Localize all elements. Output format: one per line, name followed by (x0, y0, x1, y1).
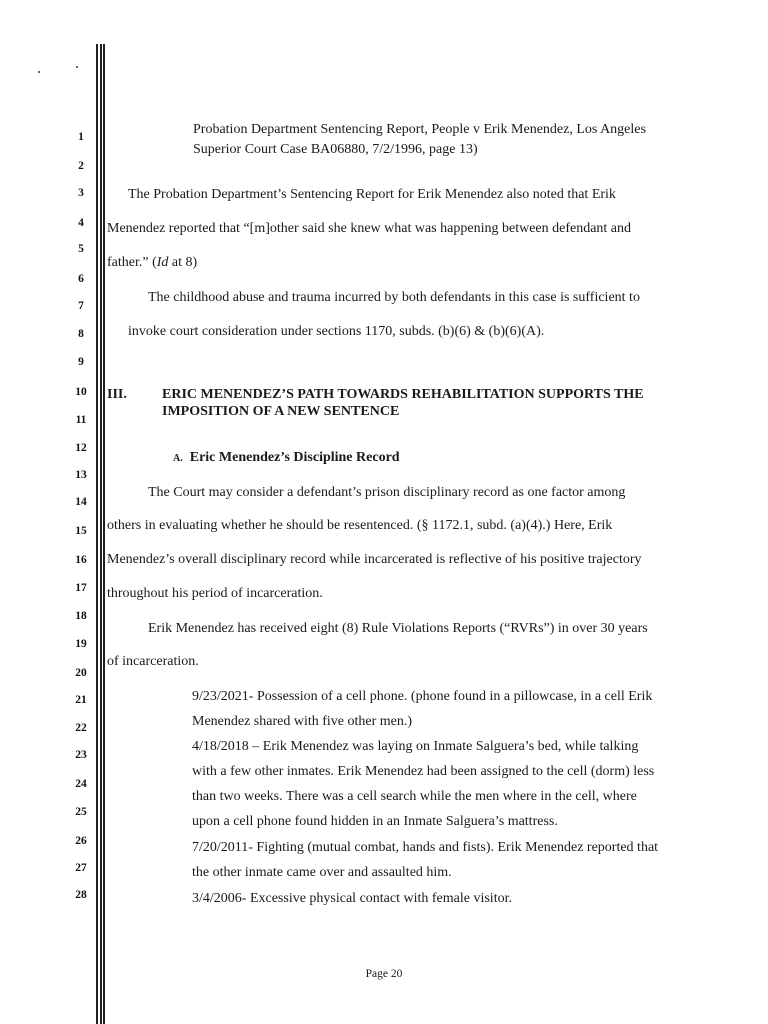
line-number: 14 (75, 496, 87, 508)
line-number: 16 (75, 554, 87, 566)
body-line: invoke court consideration under sections 1170, subds. (b)(6) & (b)(6)(A). (128, 324, 545, 339)
line-number: 21 (75, 694, 87, 706)
page-footer: Page 20 (365, 968, 403, 980)
list-item-line: the other inmate came over and assaulted him. (192, 865, 452, 880)
line-number: 10 (75, 386, 87, 398)
line-number: 1 (78, 131, 84, 143)
scan-speck (76, 66, 78, 68)
margin-rule (96, 44, 98, 1024)
line-number: 8 (78, 328, 84, 340)
body-line: Menendez reported that “[m]other said she knew what was happening between defendant and (107, 221, 632, 236)
line-number: 22 (75, 722, 87, 734)
line-number: 13 (75, 469, 87, 481)
line-number: 17 (75, 582, 87, 594)
line-number: 25 (75, 806, 87, 818)
line-number: 23 (75, 749, 87, 761)
line-number: 4 (78, 217, 84, 229)
list-item-line: 3/4/2006- Excessive physical contact with female visitor. (192, 891, 512, 906)
list-item-line: 7/20/2011- Fighting (mutual combat, hands and fists). Erik Menendez reported that (192, 840, 659, 855)
line-number: 24 (75, 778, 87, 790)
line-number: 26 (75, 835, 87, 847)
list-item-line: Menendez shared with five other men.) (192, 714, 413, 729)
body-line: The childhood abuse and trauma incurred by both defendants in this case is sufficient to (148, 290, 640, 305)
line-number: 27 (75, 862, 87, 874)
body-line: throughout his period of incarceration. (107, 586, 323, 601)
line-number: 28 (75, 889, 87, 901)
line-number: 18 (75, 610, 87, 622)
line-number: 9 (78, 356, 84, 368)
list-item-line: 9/23/2021- Possession of a cell phone. (phone found in a pillowcase, in a cell Erik (192, 689, 653, 704)
line-number: 20 (75, 667, 87, 679)
body-line: of incarceration. (107, 654, 199, 669)
line-number: 11 (75, 414, 87, 426)
margin-rule (100, 44, 102, 1024)
line-number: 6 (78, 273, 84, 285)
subsection-heading: A. Eric Menendez’s Discipline Record (173, 450, 400, 465)
margin-rule (103, 44, 105, 1024)
quote-line: Probation Department Sentencing Report, People v Erik Menendez, Los Angeles (193, 122, 646, 137)
line-number: 19 (75, 638, 87, 650)
body-line: father.” (Id at 8) (107, 255, 198, 270)
line-number: 3 (78, 187, 84, 199)
body-line: Erik Menendez has received eight (8) Rule Violations Reports (“RVRs”) in over 30 years (148, 621, 648, 636)
line-number: 5 (78, 243, 84, 255)
line-number: 7 (78, 300, 84, 312)
section-title: ERIC MENENDEZ’S PATH TOWARDS REHABILITATION SUPPORTS THE (162, 387, 644, 402)
body-line: The Court may consider a defendant’s prison disciplinary record as one factor among (148, 485, 626, 500)
body-line: Menendez’s overall disciplinary record while incarcerated is reflective of his positive trajectory (107, 552, 642, 567)
quote-line: Superior Court Case BA06880, 7/2/1996, page 13) (193, 142, 478, 157)
body-line: others in evaluating whether he should be resentenced. (§ 1172.1, subd. (a)(4).) Here, Erik (107, 518, 613, 533)
list-item-line: with a few other inmates. Erik Menendez had been assigned to the cell (dorm) less (192, 764, 655, 779)
section-number: III. (107, 387, 127, 402)
section-title: IMPOSITION OF A NEW SENTENCE (162, 404, 400, 419)
line-number: 2 (78, 160, 84, 172)
line-number: 15 (75, 525, 87, 537)
scan-speck (38, 71, 40, 73)
list-item-line: upon a cell phone found hidden in an Inmate Salguera’s mattress. (192, 814, 558, 829)
line-number: 12 (75, 442, 87, 454)
body-line: The Probation Department’s Sentencing Report for Erik Menendez also noted that Erik (128, 187, 616, 202)
list-item-line: than two weeks. There was a cell search while the men where in the cell, where (192, 789, 637, 804)
list-item-line: 4/18/2018 – Erik Menendez was laying on Inmate Salguera’s bed, while talking (192, 739, 639, 754)
